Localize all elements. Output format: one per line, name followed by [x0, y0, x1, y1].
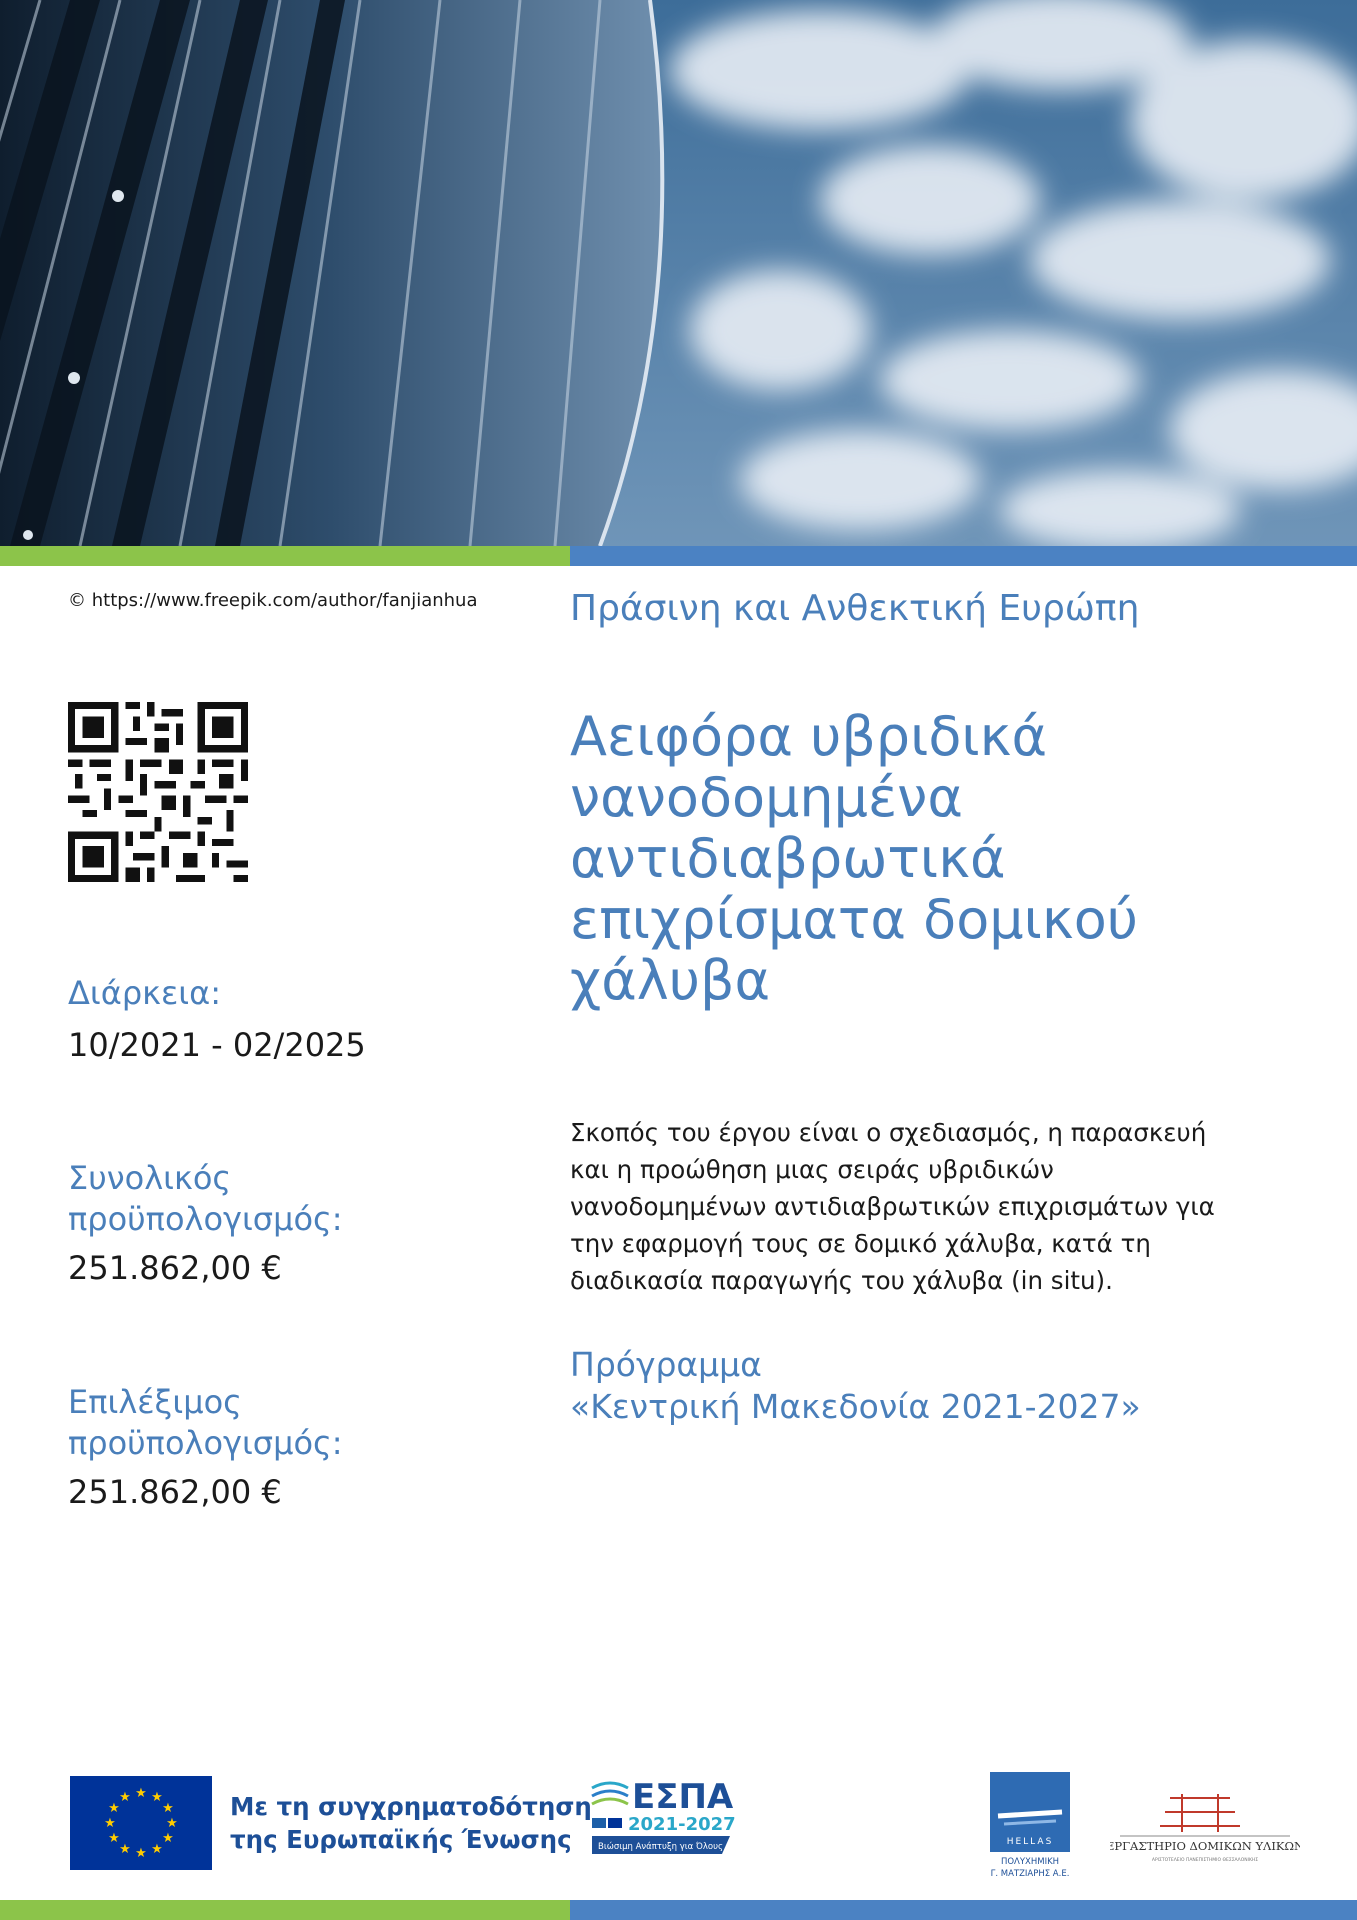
polychem-brand: HELLAS [1006, 1837, 1054, 1847]
top-color-bar [0, 546, 1357, 566]
project-title [570, 706, 1310, 1011]
bottom-color-bar [0, 1900, 1357, 1920]
operational-program [570, 1344, 1141, 1428]
svg-text:★: ★ [108, 1831, 120, 1846]
eligible-budget-label-line1: Επιλέξιμος [68, 1383, 242, 1421]
green-bar-segment [0, 1900, 570, 1920]
total-budget-label-line2: προϋπολογισμός: [68, 1200, 343, 1238]
lab-sub: ΑΡΙΣΤΟΤΕΛΕΙΟ ΠΑΝΕΠΙΣΤΗΜΙΟ ΘΕΣΣΑΛΟΝΙΚΗΣ [1151, 1858, 1259, 1863]
total-budget-label-line1: Συνολικός [68, 1159, 232, 1197]
svg-text:★: ★ [108, 1801, 120, 1816]
title-line: νανοδομημένα [570, 766, 963, 829]
project-description [570, 1114, 1270, 1299]
svg-text:★: ★ [166, 1816, 178, 1831]
espa-logo [590, 1774, 740, 1868]
description-line: Σκοπός του έργου είναι ο σχεδιασμός, η παρασκευή [570, 1118, 1207, 1147]
svg-text:★: ★ [104, 1816, 116, 1831]
program-name: Πράσινη και Ανθεκτική Ευρώπη [570, 588, 1140, 629]
svg-text:★: ★ [151, 1842, 163, 1857]
svg-text:★: ★ [135, 1786, 147, 1801]
blue-bar-segment [570, 546, 1357, 566]
svg-text:★: ★ [162, 1831, 174, 1846]
svg-text:★: ★ [119, 1790, 131, 1805]
description-line: νανοδομημένων αντιδιαβρωτικών επιχρισμάτων για [570, 1192, 1215, 1221]
svg-text:★: ★ [162, 1801, 174, 1816]
svg-text:★: ★ [151, 1790, 163, 1805]
title-line: Αειφόρα υβριδικά [570, 705, 1048, 768]
green-bar-segment [0, 546, 570, 566]
blue-bar-segment [570, 1900, 1357, 1920]
svg-text:★: ★ [119, 1842, 131, 1857]
title-line: αντιδιαβρωτικά [570, 827, 1006, 890]
qr-code[interactable] [68, 702, 248, 882]
title-line: χάλυβα [570, 949, 771, 1012]
svg-text:★: ★ [135, 1846, 147, 1861]
eu-flag-logo [70, 1776, 212, 1870]
lab-name: ΕΡΓΑΣΤΗΡΙΟ ΔΟΜΙΚΩΝ ΥΛΙΚΩΝ [1110, 1839, 1300, 1853]
title-line: επιχρίσματα δομικού [570, 888, 1138, 951]
espa-years: 2021-2027 [628, 1814, 736, 1835]
description-line: και η προώθηση μιας σειράς υβριδικών [570, 1155, 1054, 1184]
espa-name: ΕΣΠΑ [632, 1777, 734, 1817]
eu-cofunding-text [230, 1790, 592, 1856]
eu-text-line2: της Ευρωπαϊκής Ένωσης [230, 1825, 572, 1854]
building-materials-lab-logo [1110, 1790, 1300, 1870]
operational-program-line2: «Κεντρική Μακεδονία 2021-2027» [570, 1387, 1141, 1426]
duration-label: Διάρκεια: [68, 974, 221, 1012]
operational-program-line1: Πρόγραμμα [570, 1345, 762, 1384]
polychem-logo [990, 1772, 1070, 1882]
espa-slogan: Βιώσιμη Ανάπτυξη για Όλους [598, 1842, 723, 1852]
description-line: διαδικασία παραγωγής του χάλυβα (in situ). [570, 1266, 1113, 1295]
eu-text-line1: Με τη συγχρηματοδότηση [230, 1792, 592, 1821]
image-credit: © https://www.freepik.com/author/fanjianhua [68, 590, 478, 611]
duration-value: 10/2021 - 02/2025 [68, 1026, 366, 1064]
hero-image [0, 0, 1357, 546]
total-budget-value: 251.862,00 € [68, 1249, 282, 1287]
polychem-line2: Γ. ΜΑΤΖΙΑΡΗΣ Α.Ε. [990, 1869, 1070, 1879]
eligible-budget-value: 251.862,00 € [68, 1473, 282, 1511]
description-line: την εφαρμογή τους σε δομικό χάλυβα, κατά τη [570, 1229, 1151, 1258]
polychem-line1: ΠΟΛΥΧΗΜΙΚΗ [1000, 1857, 1060, 1867]
eligible-budget-label-line2: προϋπολογισμός: [68, 1424, 343, 1462]
